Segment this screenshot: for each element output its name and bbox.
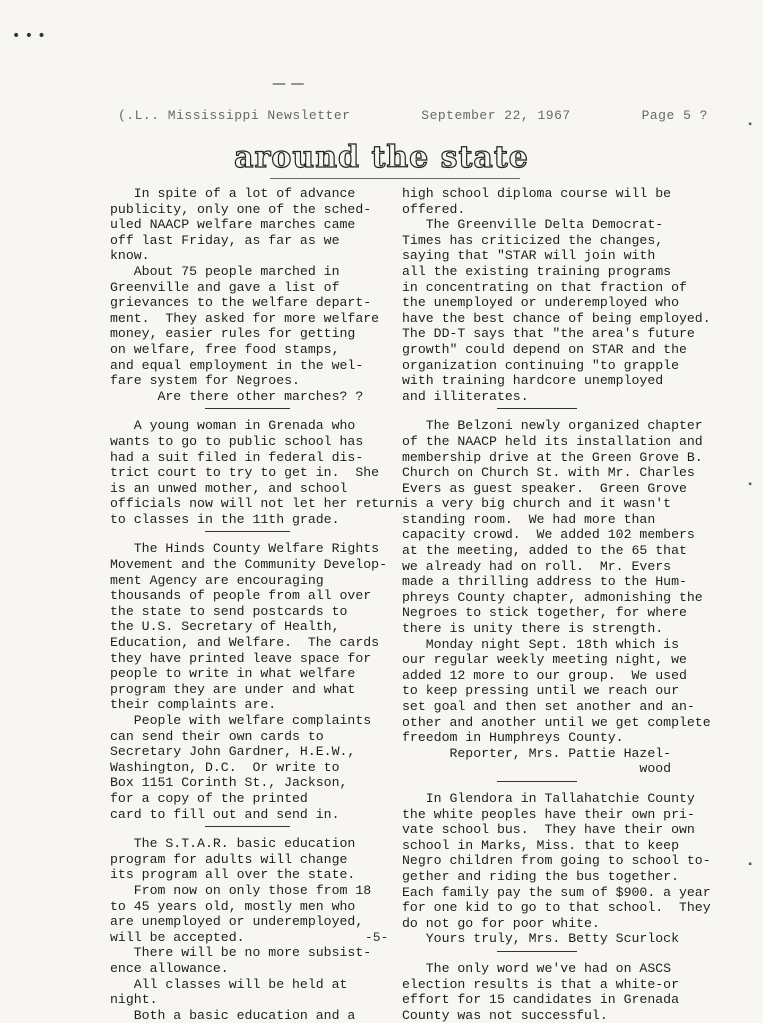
scan-edge-mark: ▪ [747,860,754,871]
text-line: with training hardcore unemployed [402,373,664,389]
text-line: The S.T.A.R. basic education [110,836,356,852]
text-line: in concentrating on that fraction of [402,279,687,295]
text-line: Greenville and gave a list of [110,279,340,295]
scan-mark: — — [272,76,305,92]
page-number: -5- [365,930,389,945]
text-line: people to write in what welfare [110,666,356,682]
text-line: wood [402,761,672,777]
text-line: All classes will be held at [110,976,348,992]
text-line: ence allowance. [110,960,229,976]
article-divider [402,949,742,955]
text-line: uled NAACP welfare marches came [110,217,356,233]
text-line: the state to send postcards to [110,603,348,619]
text-line: fare system for Negroes. [110,373,300,389]
text-line: In spite of a lot of advance [110,186,356,201]
text-line: organization continuing "to grapple [402,357,679,373]
text-line: Church on Church St. with Mr. Charles [402,465,695,481]
text-line: thousands of people from all over [110,588,372,604]
text-line: There will be no more subsist- [110,945,372,961]
article-divider [110,529,400,535]
text-line: will be accepted. [110,929,245,945]
text-line: the unemployed or underemployed who [402,295,679,311]
text-line: About 75 people marched in [110,263,340,279]
text-line: the U.S. Secretary of Health, [110,619,340,635]
text-line: its program all over the state. [110,867,356,883]
text-line: on welfare, free food stamps, [110,341,340,357]
text-line: ment Agency are encouraging [110,572,324,588]
text-line: publicity, only one of the sched- [110,201,372,217]
text-line: Negroes to stick together, for where [402,605,687,621]
text-line: is a very big church and it wasn't [402,496,672,512]
article-divider [110,824,400,830]
article-divider [402,779,742,785]
page-header [118,108,708,123]
text-line: The Hinds County Welfare Rights [110,541,380,557]
text-line: offered. [402,201,466,217]
text-line: effort for 15 candidates in Grenada [402,992,679,1008]
text-line: capacity crowd. We added 102 members [402,527,695,543]
text-line: From now on only those from 18 [110,882,372,898]
text-line: to keep pressing until we reach our [402,683,679,699]
article-divider [110,406,400,412]
text-line: card to fill out and send in. [110,806,340,822]
text-line: had a suit filed in federal dis- [110,449,364,465]
text-line: off last Friday, as far as we [110,232,340,248]
text-line: we already had on roll. Mr. Evers [402,558,672,574]
text-line: Both a basic education and a [110,1007,356,1023]
text-line: saying that "STAR will join with [402,248,656,264]
text-line: gether and riding the bus together. [402,868,679,884]
text-line: have the best chance of being employed. [402,310,711,326]
text-line: money, easier rules for getting [110,326,356,342]
text-line: The DD-T says that "the area's future [402,326,695,342]
text-line: trict court to try to get in. She [110,465,380,481]
scan-mark: • • • [12,28,46,44]
text-line: program for adults will change [110,851,348,867]
text-line: there is unity there is strength. [402,621,664,637]
scan-edge-mark: ▪ [747,120,754,131]
title-rule [270,178,520,179]
header-date: September 22, 1967 [421,108,571,123]
text-line: and equal employment in the wel- [110,357,364,373]
text-line: the white peoples have their own pri- [402,806,695,822]
text-line: Reporter, Mrs. Pattie Hazel- [402,745,672,761]
text-line: Secretary John Gardner, H.E.W., [110,744,356,760]
text-line: ment. They asked for more welfare [110,310,380,326]
text-line: all the existing training programs [402,263,672,279]
text-line: do not go for poor white. [402,915,600,931]
text-line: are unemployed or underemployed, [110,914,364,930]
text-line: wants to go to public school has [110,433,364,449]
text-line: Each family pay the sum of $900. a year [402,884,711,900]
text-line: they have printed leave space for [110,650,372,666]
text-line: People with welfare complaints [110,713,372,728]
text-line: to classes in the 11th grade. [110,511,340,527]
text-line: A young woman in Grenada who [110,418,356,434]
text-line: for a copy of the printed [110,790,308,806]
text-line: In Glendora in Tallahatchie County [402,790,695,806]
text-line: membership drive at the Green Grove B. [402,449,703,465]
text-line: grievances to the welfare depart- [110,295,372,311]
text-line: Education, and Welfare. The cards [110,635,380,651]
text-line: added 12 more to our group. We used [402,667,687,683]
text-line: made a thrilling address to the Hum- [402,574,687,590]
text-line: our regular weekly meeting night, we [402,652,687,668]
text-line: Washington, D.C. Or write to [110,759,340,775]
text-line: know. [110,248,150,264]
text-line: The Belzoni newly organized chapter [402,418,703,434]
header-page: Page 5 ? [641,108,708,123]
text-line: set goal and then set another and an- [402,699,695,714]
text-line: of the NAACP held its installation and [402,433,703,449]
text-line: other and another until we get complete [402,714,711,730]
article-divider [402,406,742,412]
right-column [402,186,742,1023]
text-line: Yours truly, Mrs. Betty Scurlock [402,931,679,947]
text-line: Negro children from going to school to- [402,853,711,869]
text-line: phreys County chapter, admonishing the [402,589,703,605]
text-line: their complaints are. [110,697,277,713]
text-line: school in Marks, Miss. that to keep [402,837,679,853]
text-line: The Greenville Delta Democrat- [402,217,664,233]
text-line: The only word we've had on ASCS [402,960,672,976]
text-line: Monday night Sept. 18th which is [402,636,679,652]
text-line: freedom in Humphreys County. [402,730,624,746]
text-line: and illiterates. [402,388,529,404]
left-column [110,186,403,1023]
header-publication: (.L.. Mississippi Newsletter [118,108,351,123]
text-line: for one kid to go to that school. They [402,900,711,916]
text-line: officials now will not let her return [110,496,403,512]
text-line: night. [110,992,158,1008]
text-line: Times has criticized the changes, [402,232,664,248]
text-line: Evers as guest speaker. Green Grove [402,480,687,496]
text-line: is an unwed mother, and school [110,480,348,496]
text-line: growth" could depend on STAR and the [402,341,687,357]
text-line: to 45 years old, mostly men who [110,898,356,914]
text-line: Movement and the Community Develop- [110,557,387,573]
text-line: election results is that a white-or [402,976,679,992]
text-line: Box 1151 Corinth St., Jackson, [110,775,348,791]
text-line: program they are under and what [110,681,356,697]
text-line: can send their own cards to [110,728,324,744]
text-line: Are there other marches? ? [110,388,364,404]
text-line: vate school bus. They have their own [402,822,695,838]
text-line: County was not successful. [402,1007,608,1023]
scan-edge-mark: ▪ [747,480,754,491]
section-title: around the state [234,140,529,175]
text-line: high school diploma course will be [402,186,672,201]
text-line: at the meeting, added to the 65 that [402,543,687,559]
text-line: standing room. We had more than [402,511,656,527]
